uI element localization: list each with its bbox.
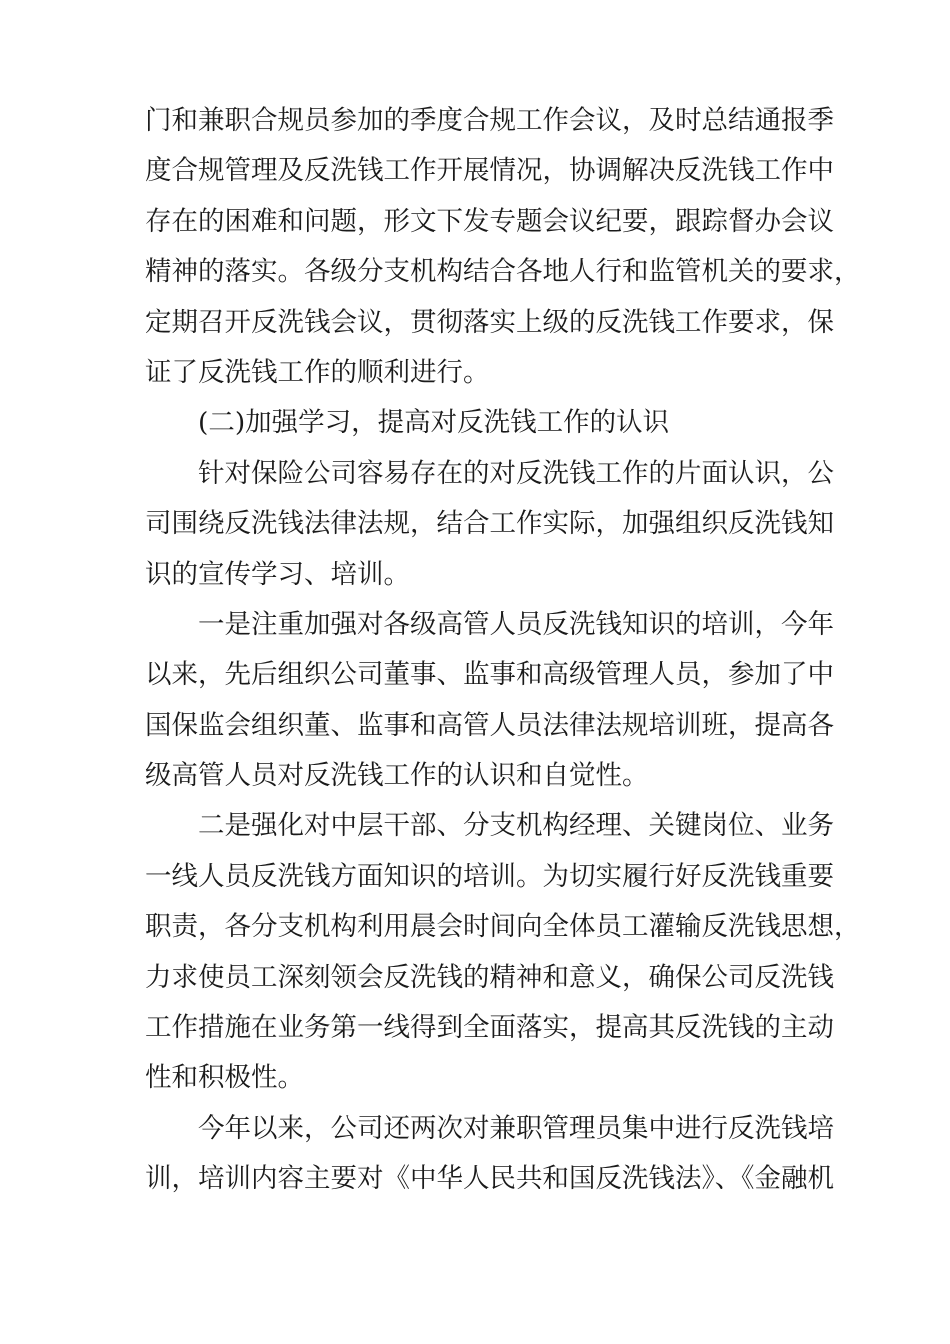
text-line: 训，培训内容主要对《中华人民共和国反洗钱法》、《金融机 (145, 1163, 834, 1195)
text-line: 司围绕反洗钱法律法规，结合工作实际，加强组织反洗钱知 (145, 508, 834, 540)
text-line: 精神的落实。各级分支机构结合各地人行和监管机关的要求， (145, 256, 861, 288)
text-line: 存在的困难和问题，形文下发专题会议纪要，跟踪督办会议 (145, 205, 834, 237)
text-line: 度合规管理及反洗钱工作开展情况，协调解决反洗钱工作中 (145, 155, 834, 187)
text-line: 一是注重加强对各级高管人员反洗钱知识的培训，今年 (198, 608, 834, 640)
text-line: 识的宣传学习、培训。 (145, 558, 410, 590)
text-line: 门和兼职合规员参加的季度合规工作会议，及时总结通报季 (145, 105, 834, 136)
text-line: 二是强化对中层干部、分支机构经理、关键岗位、业务 (198, 810, 834, 842)
text-line: 职责，各分支机构利用晨会时间向全体员工灌输反洗钱思想， (145, 911, 861, 943)
body-text (145, 96, 861, 1205)
text-line: 今年以来，公司还两次对兼职管理员集中进行反洗钱培 (198, 1112, 834, 1144)
section-heading: (二)加强学习，提高对反洗钱工作的认识 (198, 407, 670, 439)
text-line: 证了反洗钱工作的顺利进行。 (145, 356, 490, 388)
text-line: 以来，先后组织公司董事、监事和高级管理人员，参加了中 (145, 659, 834, 691)
text-line: 针对保险公司容易存在的对反洗钱工作的片面认识，公 (198, 457, 834, 489)
text-line: 国保监会组织董、监事和高管人员法律法规培训班，提高各 (145, 709, 834, 741)
text-line: 工作措施在业务第一线得到全面落实，提高其反洗钱的主动 (145, 1012, 834, 1044)
text-line: 一线人员反洗钱方面知识的培训。为切实履行好反洗钱重要 (145, 860, 834, 892)
text-line: 级高管人员对反洗钱工作的认识和自觉性。 (145, 760, 649, 792)
text-line: 性和积极性。 (145, 1062, 304, 1094)
text-line: 定期召开反洗钱会议，贯彻落实上级的反洗钱工作要求，保 (145, 306, 834, 338)
text-line: 力求使员工深刻领会反洗钱的精神和意义，确保公司反洗钱 (145, 961, 834, 993)
